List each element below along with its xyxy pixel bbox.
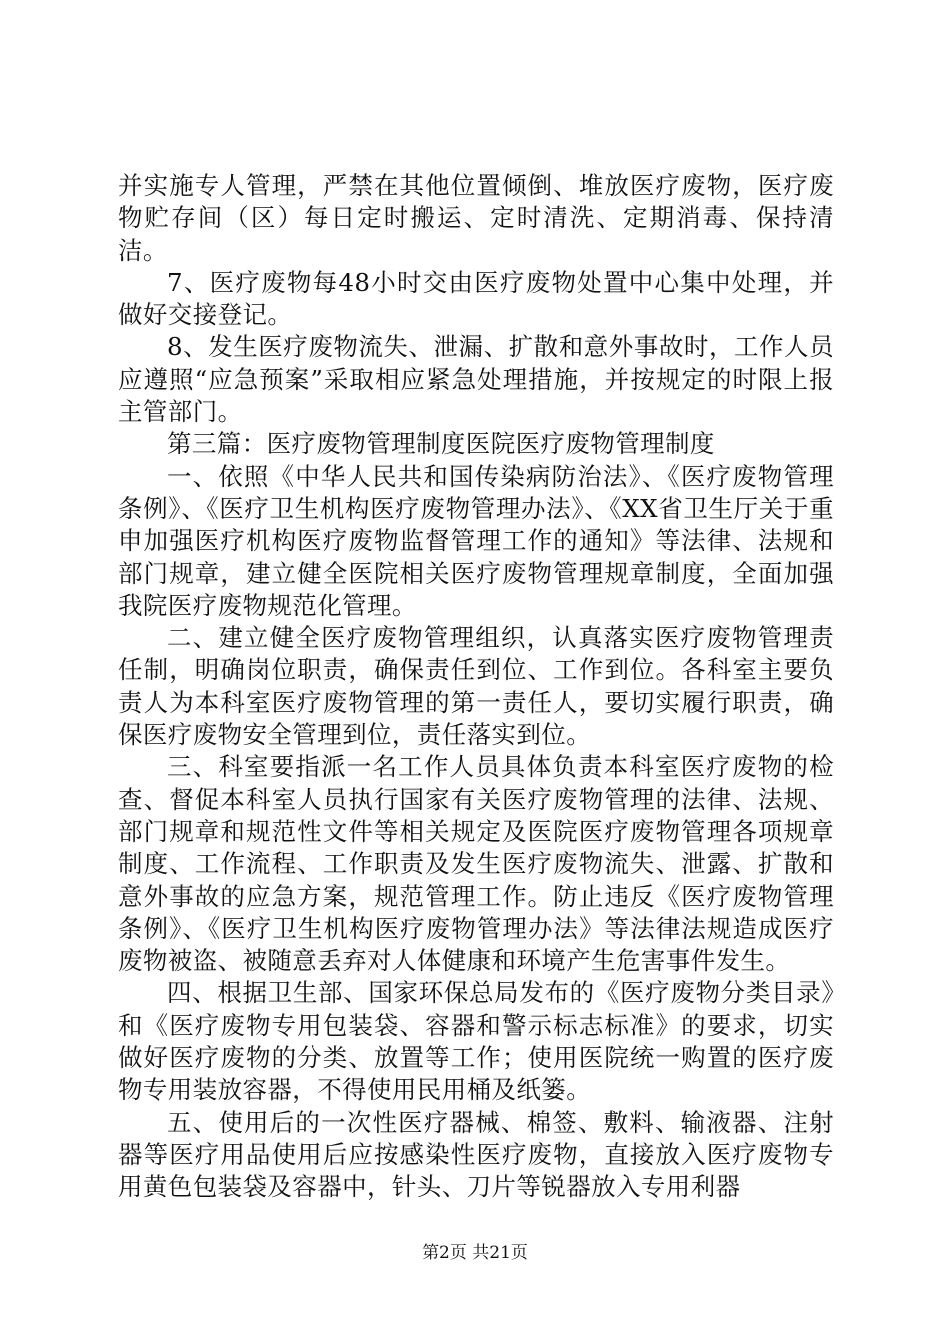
paragraph-continuation: 并实施专人管理，严禁在其他位置倾倒、堆放医疗废物，医疗废物贮存间（区）每日定时搬运、定时清洗、定期消毒、保持清洁。	[118, 171, 834, 265]
paragraph-item-5: 五、使用后的一次性医疗器械、棉签、敷料、输液器、注射器等医疗用品使用后应按感染性医疗废物，直接放入医疗废物专用黄色包装袋及容器中，针头、刀片等锐器放入专用利器	[118, 1107, 834, 1202]
paragraph-item-3: 三、科室要指派一名工作人员具体负责本科室医疗废物的检查、督促本科室人员执行国家有关医疗废物管理的法律、法规、部门规章和规范性文件等相关规定及医院医疗废物管理各项规章制度、工作流程、工作职责及发生医疗废物流失、泄露、扩散和意外事故的应急方案，规范管理工作。防止违反《医疗废物管理条例》、《医疗卫生机构医疗废物管理办法》等法律法规造成医疗废物被盗、被随意丢弃对人体健康和环境产生危害事件发生。	[118, 752, 834, 976]
section-heading: 第三篇：医疗废物管理制度医院医疗废物管理制度	[167, 429, 715, 459]
page-number-footer: 第2页 共21页	[422, 1243, 528, 1263]
document-body	[118, 170, 834, 1204]
paragraph-item-8: 8、发生医疗废物流失、泄漏、扩散和意外事故时，工作人员应遵照“应急预案”采取相应紧急处理措施，并按规定的时限上报主管部门。	[118, 332, 834, 427]
paragraph-item-1: 一、依照《中华人民共和国传染病防治法》、《医疗废物管理条例》、《医疗卫生机构医疗废物管理办法》、《XX省卫生厅关于重申加强医疗机构医疗废物监督管理工作的通知》等法律、法规和部门规章，建立健全医院相关医疗废物管理规章制度，全面加强我院医疗废物规范化管理。	[118, 461, 834, 620]
paragraph-item-7: 7、医疗废物每48小时交由医疗废物处置中心集中处理，并做好交接登记。	[118, 267, 834, 330]
paragraph-item-4: 四、根据卫生部、国家环保总局发布的《医疗废物分类目录》和《医疗废物专用包装袋、容器和警示标志标准》的要求，切实做好医疗废物的分类、放置等工作；使用医院统一购置的医疗废物专用装放容器，不得使用民用桶及纸篓。	[118, 978, 834, 1105]
paragraph-item-2: 二、建立健全医疗废物管理组织，认真落实医疗废物管理责任制，明确岗位职责，确保责任到位、工作到位。各科室主要负责人为本科室医疗废物管理的第一责任人，要切实履行职责，确保医疗废物安全管理到位，责任落实到位。	[118, 623, 834, 750]
